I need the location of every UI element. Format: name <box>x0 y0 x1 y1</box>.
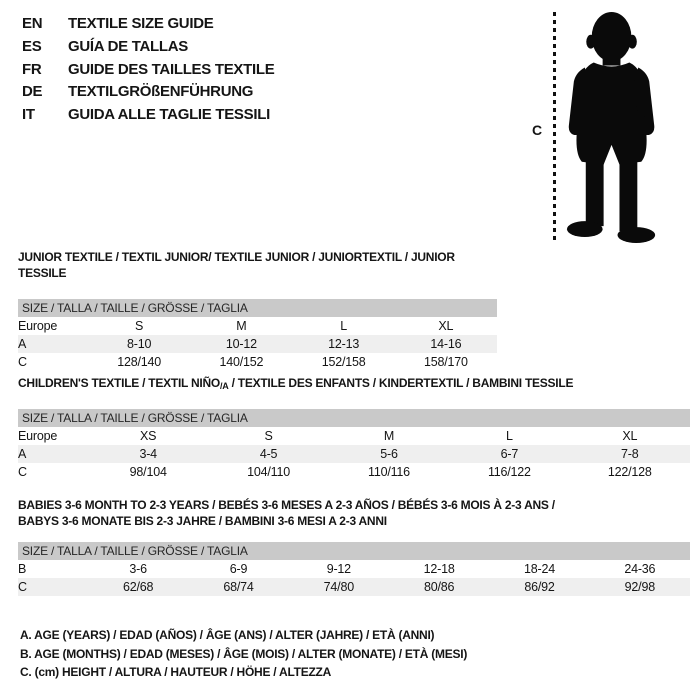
section-title <box>18 497 690 529</box>
row-label: Europe <box>18 319 58 333</box>
language-list <box>22 13 274 127</box>
table-row <box>18 317 497 335</box>
table-row <box>18 578 690 596</box>
size-cell: 8-10 <box>127 337 152 351</box>
language-label: TEXTILGRÖßENFÜHRUNG <box>68 83 254 101</box>
language-code: EN <box>22 15 43 32</box>
language-row <box>22 36 274 59</box>
size-cell: 14-16 <box>430 337 462 351</box>
size-cell: 24-36 <box>624 562 656 576</box>
size-header-bar: SIZE / TALLA / TAILLE / GRÖSSE / TAGLIA <box>18 299 497 317</box>
size-cell: M <box>383 429 395 443</box>
size-cell: 74/80 <box>323 580 354 594</box>
height-dashed-line <box>553 12 556 242</box>
size-cell: 92/98 <box>624 580 655 594</box>
size-cell: 6-7 <box>500 447 519 461</box>
section-title: CHILDREN'S TEXTILE / TEXTIL NIÑO/A / TEXTILE DES ENFANTS / KINDERTEXTIL / BAMBINI TESSILE <box>18 376 574 391</box>
size-cell: 10-12 <box>225 337 257 351</box>
table-row <box>18 560 690 578</box>
language-row <box>22 104 274 127</box>
size-cell: 152/158 <box>321 355 366 369</box>
language-code: FR <box>22 60 42 78</box>
measurement-legend <box>20 626 467 682</box>
table-row <box>18 335 497 353</box>
size-cell: 98/104 <box>129 465 167 479</box>
section-title-line2: BABYS 3-6 MONATE BIS 2-3 JAHRE / BAMBINI 3-6 MESI A 2-3 ANNI <box>18 514 387 528</box>
legend-line-a: A. AGE (YEARS) / EDAD (AÑOS) / ÂGE (ANS) / ALTER (JAHRE) / ETÀ (ANNI) <box>20 628 435 642</box>
language-label: GUIDE DES TAILLES TEXTILE <box>68 60 275 78</box>
size-cell: 3-4 <box>139 447 157 461</box>
baby-silhouette-icon <box>560 10 674 243</box>
subscript-a: /A <box>219 381 229 391</box>
language-code: IT <box>22 106 35 124</box>
legend-line-b: B. AGE (MONTHS) / EDAD (MESES) / ÂGE (MOIS) / ALTER (MONATE) / ETÀ (MESI) <box>20 646 468 661</box>
size-cell: XL <box>438 319 454 333</box>
size-cell: 80/86 <box>424 580 455 594</box>
row-label: A <box>18 337 27 351</box>
babies-table-section <box>18 497 690 596</box>
legend-line-c: C. (cm) HEIGHT / ALTURA / HAUTEUR / HÖHE / ALTEZZA <box>20 665 332 679</box>
size-cell: L <box>340 319 347 333</box>
size-cell: 140/152 <box>219 355 264 369</box>
size-cell: L <box>505 429 513 443</box>
row-label: B <box>18 562 27 576</box>
language-code: DE <box>22 83 43 101</box>
size-cell: 5-6 <box>380 447 398 461</box>
table-row <box>18 463 690 481</box>
language-row <box>22 59 274 82</box>
size-cell: M <box>236 319 247 333</box>
size-cell: XL <box>622 429 638 443</box>
table-row <box>18 427 690 445</box>
size-cell: 6-9 <box>229 562 248 576</box>
size-cell: 7-8 <box>621 447 639 461</box>
size-cell: 12-18 <box>423 562 455 576</box>
size-cell: 86/92 <box>524 580 555 594</box>
language-label: GUIDA ALLE TAGLIE TESSILI <box>68 106 270 124</box>
section-title-line1: BABIES 3-6 MONTH TO 2-3 YEARS / BEBÉS 3-6 MESES A 2-3 AÑOS / BÉBÉS 3-6 MOIS À 2-3 ANS / <box>18 498 555 512</box>
row-label: A <box>18 447 27 461</box>
size-cell: 4-5 <box>259 447 278 461</box>
size-cell: 68/74 <box>223 580 254 594</box>
babies-size-table <box>18 560 690 596</box>
size-cell: 9-12 <box>326 562 351 576</box>
size-header-bar: SIZE / TALLA / TAILLE / GRÖSSE / TAGLIA <box>18 542 690 560</box>
section-title: JUNIOR TEXTILE / TEXTIL JUNIOR/ TEXTILE JUNIOR / JUNIORTEXTIL / JUNIOR TESSILE <box>18 250 455 280</box>
dimension-c-label: C <box>531 122 543 138</box>
size-cell: 12-13 <box>328 337 360 351</box>
table-row <box>18 353 497 371</box>
row-label: C <box>18 580 27 594</box>
size-cell: 104/110 <box>247 465 291 479</box>
size-cell: S <box>264 429 273 443</box>
size-cell: 62/68 <box>123 580 154 594</box>
table-row <box>18 445 690 463</box>
size-cell: 18-24 <box>523 562 555 576</box>
size-cell: 158/170 <box>423 355 468 369</box>
row-label: Europe <box>18 429 58 443</box>
childrens-size-table <box>18 427 690 481</box>
language-row <box>22 81 274 104</box>
size-cell: XS <box>140 429 157 443</box>
size-cell: 116/122 <box>487 465 531 479</box>
childrens-table-section <box>18 375 690 481</box>
row-label: C <box>18 355 27 369</box>
size-cell: S <box>135 319 144 333</box>
size-cell: 110/116 <box>368 465 410 479</box>
size-cell: 128/140 <box>117 355 162 369</box>
size-cell: 122/128 <box>607 465 652 479</box>
row-label: C <box>18 465 27 479</box>
junior-size-table <box>18 317 497 371</box>
junior-table-section <box>18 249 497 371</box>
language-row <box>22 13 274 36</box>
language-label: GUÍA DE TALLAS <box>68 37 188 55</box>
language-code: ES <box>22 37 42 55</box>
language-label: TEXTILE SIZE GUIDE <box>68 15 214 32</box>
size-header-bar: SIZE / TALLA / TAILLE / GRÖSSE / TAGLIA <box>18 409 690 427</box>
size-cell: 3-6 <box>129 562 147 576</box>
